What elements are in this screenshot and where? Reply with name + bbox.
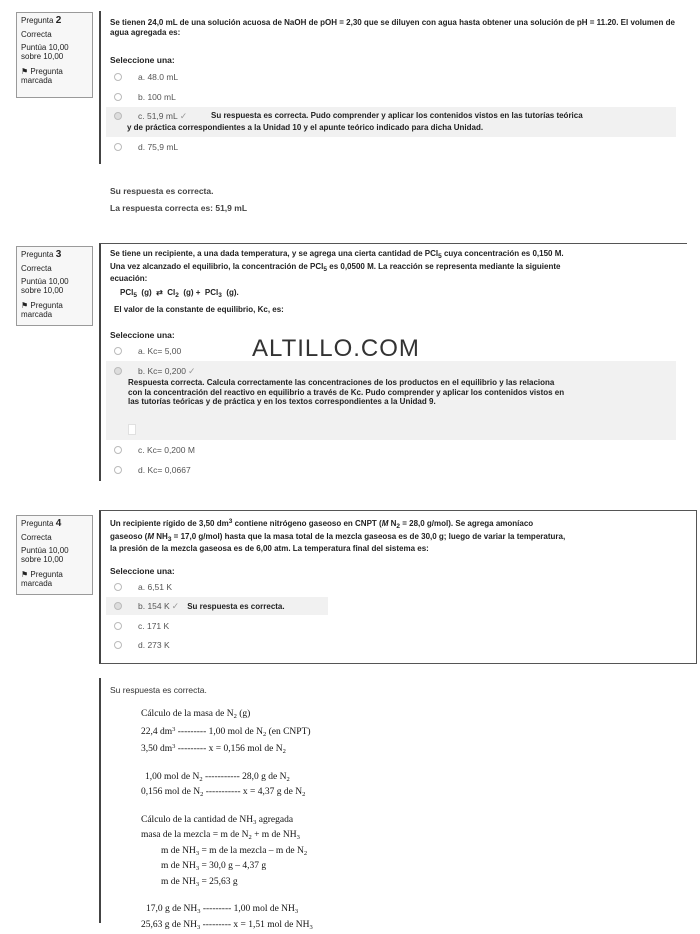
q2-flag[interactable]: ⚑ Pregunta marcada — [21, 67, 63, 85]
q2-select-label: Seleccione una: — [110, 55, 175, 65]
q4-result: Su respuesta es correcta. — [110, 685, 207, 695]
q2-correct-answer: La respuesta correcta es: 51,9 mL — [110, 203, 248, 213]
q2-status: Correcta — [21, 30, 52, 39]
q4-option-c[interactable]: c. 171 K — [106, 617, 406, 635]
q3-option-a[interactable]: a. Kc= 5,00 — [106, 342, 406, 360]
q3-option-b[interactable]: b. Kc= 0,200 ✓ — [106, 361, 676, 440]
q4-status: Correcta — [21, 533, 52, 542]
q3-status: Correcta — [21, 264, 52, 273]
q3-flag[interactable]: ⚑ Pregunta marcada — [21, 301, 63, 319]
radio-button[interactable] — [114, 73, 122, 81]
q2-option-c[interactable]: c. 51,9 mL ✓ — [106, 107, 676, 137]
radio-button[interactable] — [114, 446, 122, 454]
check-icon: ✓ — [187, 366, 196, 376]
q2-score: Puntúa 10,00 sobre 10,00 — [21, 43, 69, 61]
q3-question: El valor de la constante de equilibrio, Kc, es: — [114, 305, 284, 314]
q3-info-panel — [16, 246, 93, 326]
q2-option-b[interactable]: b. 100 mL — [106, 88, 406, 106]
q2-question-text: Se tienen 24,0 mL de una solución acuosa de NaOH de pOH = 2,30 que se diluyen con agua hasta obtener una solución de pH = 11.20. El volumen de agua agregada es: — [110, 18, 675, 37]
watermark: ALTILLO.COM — [252, 335, 420, 362]
q2-result: Su respuesta es correcta. — [110, 186, 214, 196]
radio-button[interactable] — [114, 466, 122, 474]
q2-feedback-2: y de práctica correspondientes a la Unidad 10 y el apunte teórico indicado para dicha Unidad. — [127, 123, 484, 132]
q2-option-d[interactable]: d. 75,9 mL — [106, 138, 406, 156]
check-icon: ✓ — [171, 600, 180, 611]
radio-button[interactable] — [114, 93, 122, 101]
radio-button[interactable] — [114, 347, 122, 355]
q4-feedback: Su respuesta es correcta. — [187, 601, 285, 611]
q4-select-label: Seleccione una: — [110, 566, 175, 576]
q2-option-a[interactable]: a. 48.0 mL — [106, 68, 406, 86]
q2-feedback-1: Su respuesta es correcta. Pudo comprender y aplicar los contenidos vistos en las tutorías teórica — [211, 111, 583, 120]
flag-icon: ⚑ — [21, 67, 29, 76]
radio-button-selected[interactable] — [114, 367, 122, 375]
q4-feedback-panel — [99, 678, 101, 923]
q4-option-b[interactable]: b. 154 K ✓ Su respuesta es correcta. — [106, 597, 328, 615]
q3-option-d[interactable]: d. Kc= 0,0667 — [106, 461, 406, 479]
flag-icon: ⚑ — [21, 570, 29, 579]
radio-button[interactable] — [114, 583, 122, 591]
q4-flag[interactable]: ⚑ Pregunta marcada — [21, 570, 63, 588]
q3-select-label: Seleccione una: — [110, 330, 175, 340]
flag-icon: ⚑ — [21, 301, 29, 310]
q4-number: Pregunta 4 — [21, 518, 62, 529]
check-icon: ✓ — [179, 111, 188, 121]
q3-option-c[interactable]: c. Kc= 0,200 M — [106, 441, 406, 459]
radio-button[interactable] — [114, 143, 122, 151]
q3-score: Puntúa 10,00 sobre 10,00 — [21, 277, 69, 295]
q4-option-a[interactable]: a. 6,51 K — [106, 578, 406, 596]
q3-number: Pregunta 3 — [21, 249, 62, 260]
radio-button[interactable] — [114, 641, 122, 649]
q3-question-text: Se tiene un recipiente, a una dada temperatura, y se agrega una cierta cantidad de PCl$_5$ cuya concentración es 0,150 M. Una vez alcanzado el equilibrio, la concentración de PCl$_5$ es 0,0500 M. La reacción se representa mediante la siguiente ecuación: — [110, 249, 564, 283]
q4-score: Puntúa 10,00 sobre 10,00 — [21, 546, 69, 564]
q3-equation: PCl$_5$ (g) ⇄ $Cl_2$ (g) + PCl$_3$ (g). — [120, 288, 239, 299]
q3-feedback-marker — [128, 424, 136, 435]
q4-calculation: Cálculo de la masa de $N_2$ (g) 22,4 $dm^3$ --------- 1,00 mol de $N_2$ (en CNPT) 3,50 $dm^3$ --------- x = 0,156 mol de $N_2$ 1,00 mol de $N_2$ ----------- 28,0 g de $N_2$ 0,156 mol de $N_2$ ----------- x = 4,37 g de $N_2$ Cálculo de la cantidad de $NH_3$ agregada masa de la mezcla = m de $N_2 + m$ de $NH_3$ m de $NH_3 = m$ de la mezcla – m de $N_2$ m de $NH_3 = 30,0$ g – 4,37 g m de $NH_3 = 25,63$ g 17,0 g de $NH_3$ --------- 1,00 mol de $NH_3$ 25,63 g de $NH_3$ --------- x = 1,51 mol de $NH_3$ — [141, 709, 313, 931]
radio-button-selected[interactable] — [114, 112, 122, 120]
q4-option-d[interactable]: d. 273 K — [106, 636, 406, 654]
radio-button-selected[interactable] — [114, 602, 122, 610]
q2-number: Pregunta 2 — [21, 15, 62, 26]
q4-question-text: Un recipiente rígido de 3,50 $dm^3$ contiene nitrógeno gaseoso en CNPT (M $N_2 = 28,0$ g/mol). Se agrega amoníaco gaseoso (M $NH_3 = 17,0$ g/mol) hasta que la masa total de la mezcla gaseosa es de 30,0 g; luego de variar la temperatura, la presión de la mezcla gaseosa es de 6,00 atm. La temperatura final del sistema es: — [110, 518, 566, 553]
q2-info-panel — [16, 12, 93, 98]
radio-button[interactable] — [114, 622, 122, 630]
q4-info-panel — [16, 515, 93, 595]
q3-feedback: Respuesta correcta. Calcula correctamente las concentraciones de los productos en el equilibrio y las relaciona con la concentración del reactivo en equilibrio a través de Kc. Pudo comprender y aplicar los contenidos vistos en las tutorías teóricas y de práctica y en los textos correspondientes a la Unidad 9. — [128, 378, 565, 406]
